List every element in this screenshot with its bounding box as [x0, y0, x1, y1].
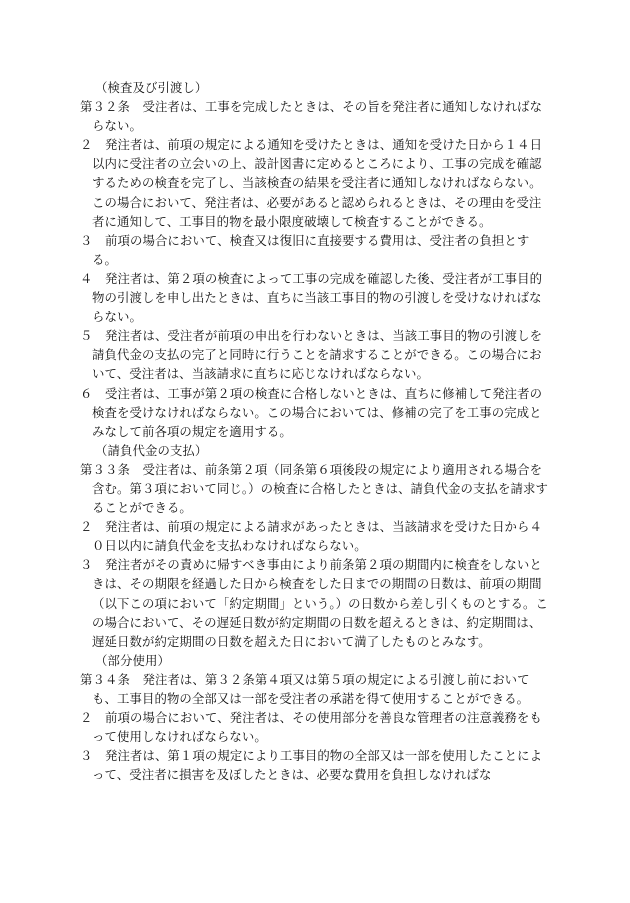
article-paragraph: 第３３条 受注者は、前条第２項（同条第６項後段の規定により適用される場合を含む。第３項において同じ。）の検査に合格したときは、請負代金の支払を請求することができる。 [80, 461, 548, 516]
article-paragraph: 第３２条 受注者は、工事を完成したときは、その旨を発注者に通知しなければならない。 [80, 99, 543, 134]
section-heading: （請負代金の支払） [95, 442, 208, 458]
clause-paragraph: ２ 発注者は、前項の規定による通知を受けたときは、通知を受けた日から１４日以内に受注者の立会いの上、設計図書に定めるところにより、工事の完成を確認するための検査を完了し、当該検査の結果を受注者に通知しなければならない。この場合において、発注者は、必要があると認められるときは、その理由を受注者に通知して、工事目的物を最小限度破壊して検査することができる。 [80, 137, 543, 229]
clause-paragraph: ３ 発注者は、第１項の規定により工事目的物の全部又は一部を使用したことによって、受注者に損害を及ぼしたときは、必要な費用を負担しなければな [80, 748, 543, 783]
clause-paragraph: ３ 前項の場合において、検査又は復旧に直接要する費用は、受注者の負担とする。 [80, 232, 530, 267]
section-heading: （部分使用） [95, 652, 170, 668]
article-paragraph: 第３４条 発注者は、第３２条第４項又は第５項の規定による引渡し前においても、工事目的物の全部又は一部を受注者の承諾を得て使用することができる。 [80, 671, 530, 706]
clause-paragraph: ５ 発注者は、受注者が前項の申出を行わないときは、当該工事目的物の引渡しを請負代金の支払の完了と同時に行うことを請求することができる。この場合において、受注者は、当該請求に直ちに応じなければならない。 [80, 328, 543, 382]
clause-paragraph: ２ 前項の場合において、発注者は、その使用部分を善良な管理者の注意義務をもって使用しなければならない。 [80, 710, 542, 745]
clause-paragraph: ３ 発注者がその責めに帰すべき事由により前条第２項の期間内に検査をしないときは、その期限を経過した日から検査をした日までの期間の日数は、前項の期間（以下この項において「約定期間」という。）の日数から差し引くものとする。この場合において、その遅延日数が約定期間の日数を超えるときは、約定期間は、遅延日数が約定期間の日数を超えた日において満了したものとみなす。 [80, 557, 548, 649]
clause-paragraph: ６ 受注者は、工事が第２項の検査に合格しないときは、直ちに修補して発注者の検査を受けなければならない。この場合においては、修補の完了を工事の完成とみなして前各項の規定を適用する。 [80, 385, 543, 439]
section-heading: （検査及び引渡し） [95, 80, 208, 95]
document-body [80, 78, 550, 784]
clause-paragraph: ４ 発注者は、第２項の検査によって工事の完成を確認した後、受注者が工事目的物の引渡しを申し出たときは、直ちに当該工事目的物の引渡しを受けなければならない。 [80, 270, 543, 325]
clause-paragraph: ２ 発注者は、前項の規定による請求があったときは、当該請求を受けた日から４０日以内に請負代金を支払わなければならない。 [80, 519, 543, 554]
